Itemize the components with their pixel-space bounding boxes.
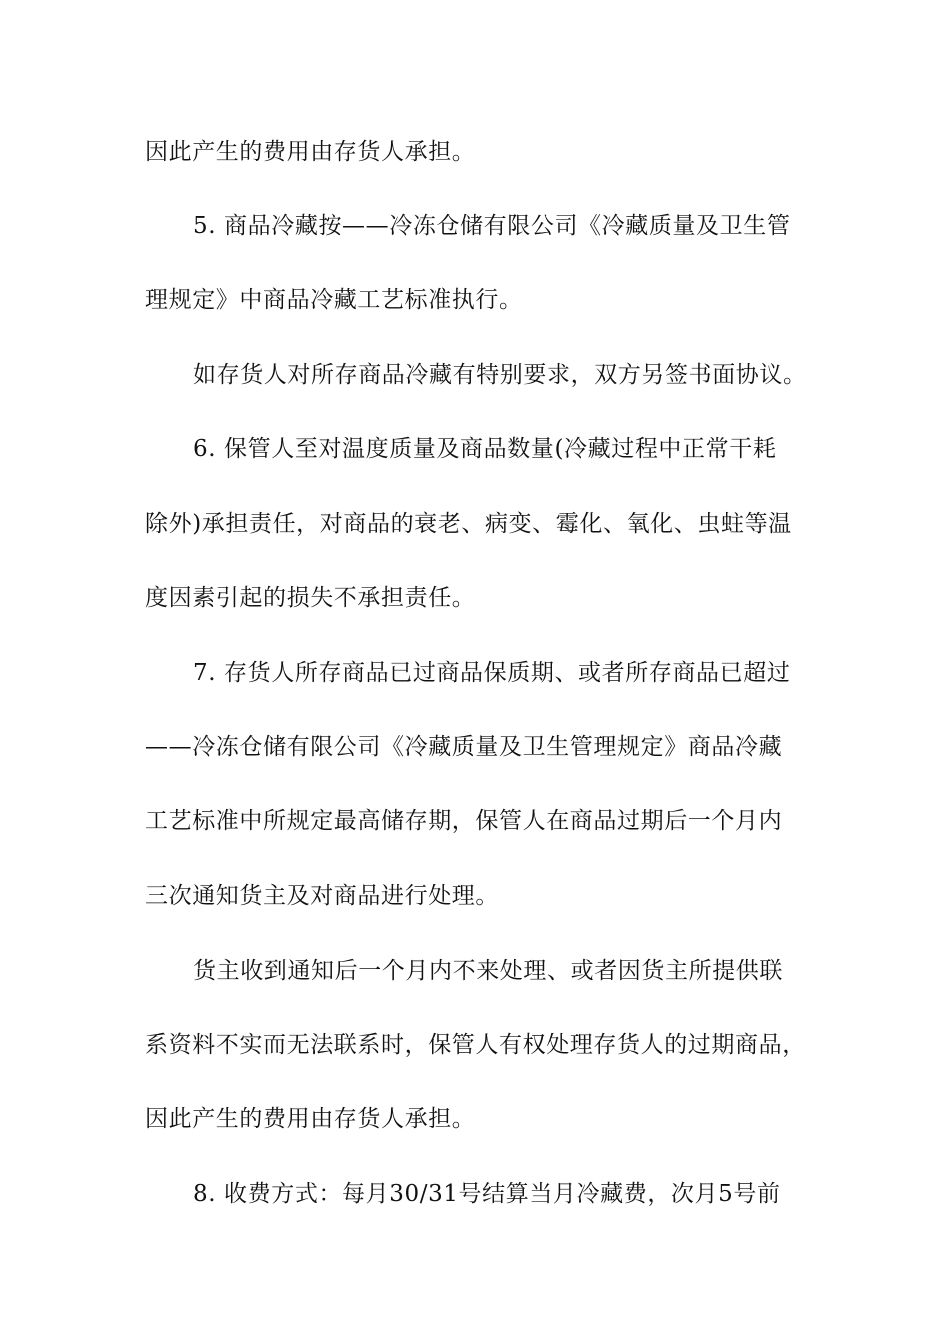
text-line: 因此产生的费用由存货人承担。 bbox=[145, 1106, 476, 1132]
text-line: 5. 商品冷藏按——冷冻仓储有限公司《冷藏质量及卫生管 bbox=[193, 213, 791, 239]
text-line: 如存货人对所存商品冷藏有特别要求，双方另签书面协议。 bbox=[193, 362, 807, 388]
text-line: 除外)承担责任，对商品的衰老、病变、霉化、氧化、虫蛀等温 bbox=[145, 511, 792, 537]
text-line: 因此产生的费用由存货人承担。 bbox=[145, 139, 476, 165]
text-line: 系资料不实而无法联系时，保管人有权处理存货人的过期商品， bbox=[145, 1032, 806, 1058]
text-line: 7. 存货人所存商品已过商品保质期、或者所存商品已超过 bbox=[193, 660, 791, 686]
text-line: 三次通知货主及对商品进行处理。 bbox=[145, 883, 499, 909]
text-line: 工艺标准中所规定最高储存期，保管人在商品过期后一个月内 bbox=[145, 808, 783, 834]
text-line: ——冷冻仓储有限公司《冷藏质量及卫生管理规定》商品冷藏 bbox=[145, 734, 783, 760]
text-line: 理规定》中商品冷藏工艺标准执行。 bbox=[145, 287, 523, 313]
text-line: 货主收到通知后一个月内不来处理、或者因货主所提供联 bbox=[193, 958, 783, 984]
text-line: 6. 保管人至对温度质量及商品数量(冷藏过程中正常干耗 bbox=[193, 436, 777, 462]
text-line: 8. 收费方式：每月30/31号结算当月冷藏费，次月5号前 bbox=[193, 1181, 781, 1207]
text-line: 度因素引起的损失不承担责任。 bbox=[145, 585, 476, 611]
